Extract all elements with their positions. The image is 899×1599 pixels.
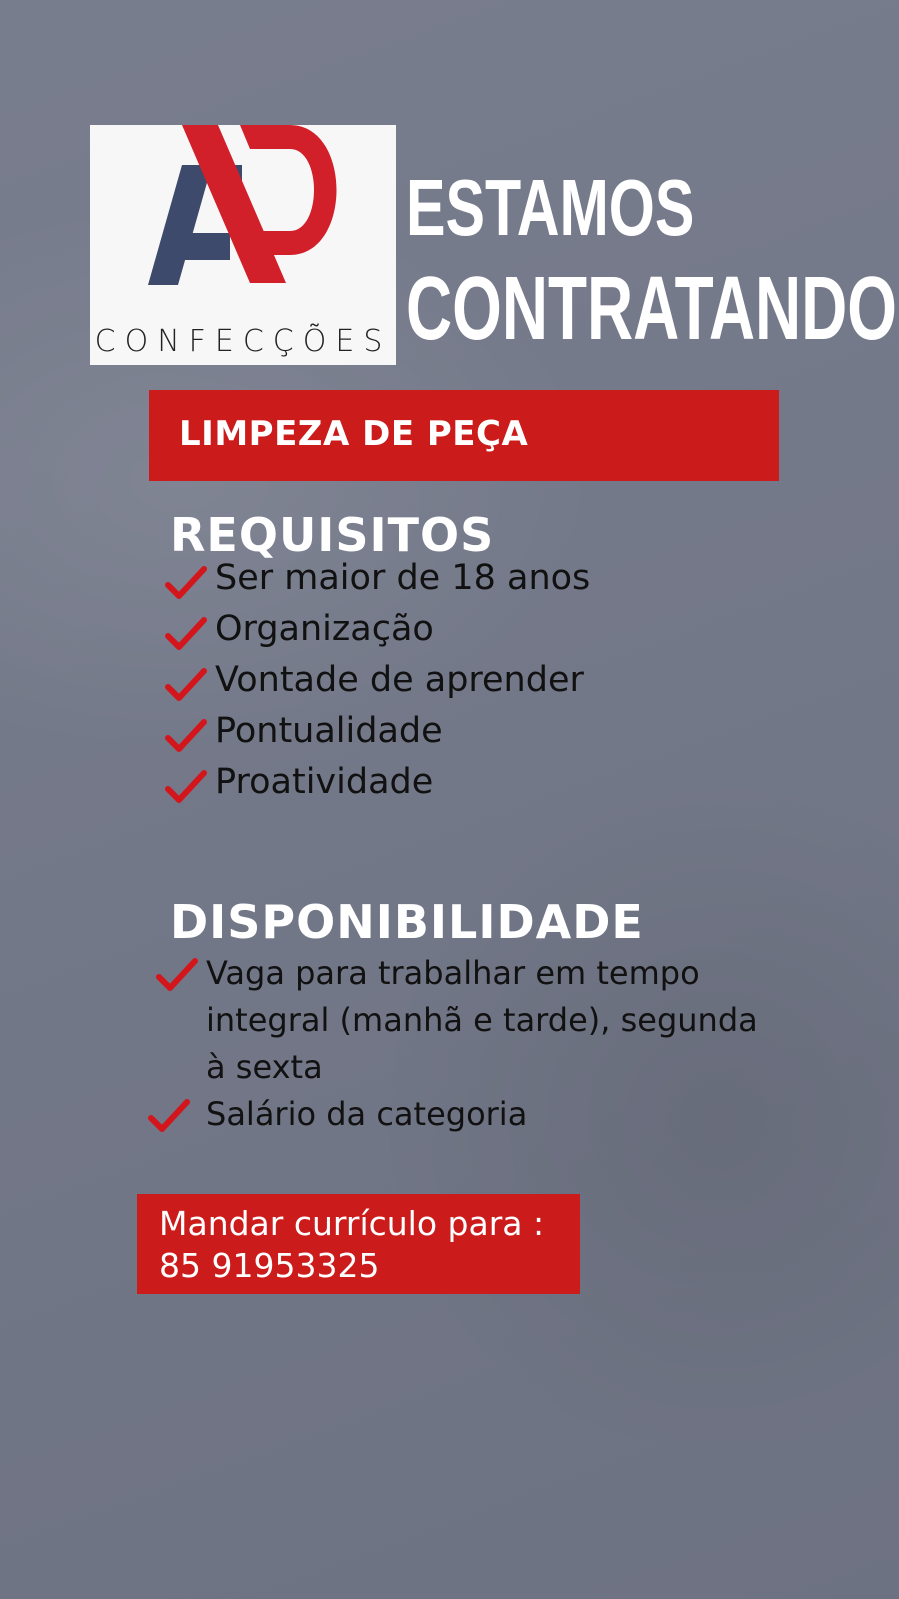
logo-brand-text: CONFECÇÕES <box>94 324 392 359</box>
logo-letter-a-left <box>148 165 212 285</box>
list-item <box>150 1091 770 1138</box>
checkmark-icon <box>148 1099 190 1133</box>
company-logo <box>90 125 396 365</box>
headline-line-2: CONTRATANDO <box>406 259 898 359</box>
checkmark-icon <box>165 719 207 753</box>
contact-instruction: Mandar currículo para : <box>159 1204 545 1243</box>
contact-phone[interactable]: 85 91953325 <box>159 1246 380 1285</box>
logo-letter-a-bar <box>178 233 230 260</box>
list-item <box>165 556 590 607</box>
headline-line-1: ESTAMOS <box>406 163 695 252</box>
contact-banner <box>137 1194 580 1294</box>
requirement-text: Organização <box>215 609 434 649</box>
requirements-heading: REQUISITOS <box>170 508 495 562</box>
requirement-text: Pontualidade <box>215 711 443 751</box>
logo-letter-p <box>240 125 337 255</box>
ap-logo-mark <box>90 125 396 325</box>
job-title-banner <box>149 390 779 481</box>
availability-text: Vaga para trabalhar em tempo integral (manhã e tarde), segunda à sexta <box>206 954 758 1086</box>
availability-heading: DISPONIBILIDADE <box>170 895 644 949</box>
requirement-text: Proatividade <box>215 762 434 802</box>
list-item <box>150 950 770 1091</box>
job-title: LIMPEZA DE PEÇA <box>179 414 529 454</box>
list-item <box>165 709 590 760</box>
checkmark-icon <box>165 617 207 651</box>
availability-text: Salário da categoria <box>206 1095 528 1133</box>
checkmark-icon <box>165 668 207 702</box>
requirement-text: Ser maior de 18 anos <box>215 558 591 598</box>
checkmark-icon <box>156 958 198 992</box>
checkmark-icon <box>165 770 207 804</box>
requirement-text: Vontade de aprender <box>215 660 584 700</box>
availability-list <box>150 950 770 1138</box>
requirements-list <box>165 556 590 811</box>
list-item <box>165 607 590 658</box>
list-item <box>165 658 590 709</box>
list-item <box>165 760 590 811</box>
checkmark-icon <box>165 566 207 600</box>
